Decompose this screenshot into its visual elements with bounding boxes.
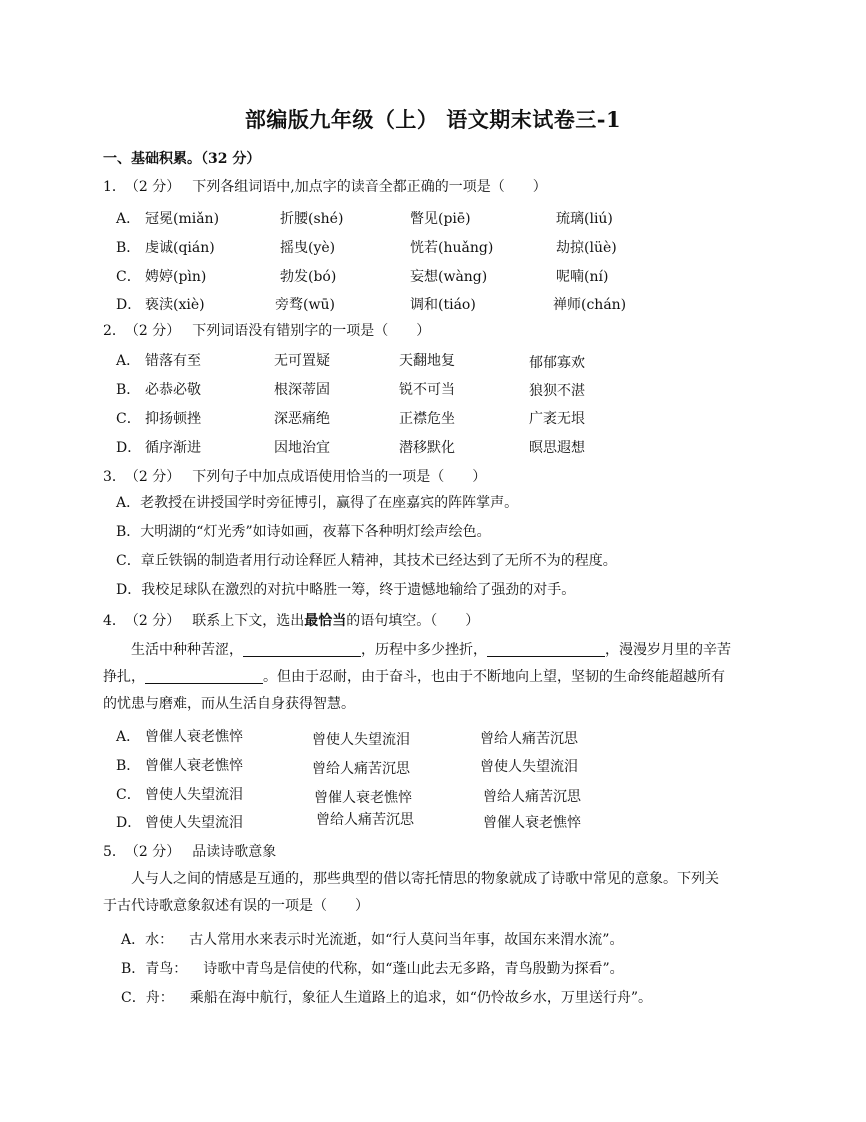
- q5-option-c: [121, 987, 652, 1007]
- q1-option-b-word-3: 恍若(huǎng): [410, 240, 494, 256]
- q2-option-b-word-4: 狼狈不湛: [529, 383, 585, 399]
- q2-option-d-word-4: 暝思遐想: [529, 440, 585, 456]
- question-number: 5．: [103, 844, 126, 860]
- q1-option-d-word-4: 禅师(chán): [553, 297, 627, 313]
- q2-option-c-word-1: 抑扬顿挫: [145, 411, 201, 427]
- q3-option-b: [116, 521, 491, 541]
- answer-blank[interactable]: [145, 669, 263, 684]
- option-text: 章丘铁锅的制造者用行动诠释匠人精神，其技术已经达到了无所不为的程度。: [140, 553, 617, 569]
- q1-option-d-word-2: 旁骛(wū): [275, 297, 335, 313]
- q2-option-a-word-2: 无可置疑: [274, 353, 330, 369]
- q4-option-b-phrase-1: 曾催人衰老憔悴: [145, 758, 243, 774]
- passage-text: ，历程中多少挫折，: [361, 642, 487, 658]
- question-stem: 下列句子中加点成语使用恰当的一项是（ ）: [192, 469, 487, 485]
- passage-line-2: [103, 664, 763, 691]
- option-text: 古人常用水来表示时光流逝，如“行人莫问当年事，故国东来渭水流”。: [189, 932, 624, 948]
- option-text: 乘船在海中航行，象征人生道路上的追求，如“仍怜故乡水，万里送行舟”。: [189, 990, 653, 1006]
- q1-option-b-word-1: 虔诚(qián): [145, 240, 215, 256]
- intro-line-2: 于古代诗歌意象叙述有误的一项是（ ）: [103, 898, 369, 914]
- q4-option-label-b: B．: [116, 758, 141, 774]
- q1-option-d-word-3: 调和(tiáo): [410, 297, 476, 313]
- passage-text: 挣扎，: [103, 669, 145, 685]
- q2-option-c-word-3: 正襟危坐: [399, 411, 455, 427]
- q1-option-a-word-3: 瞥见(piē): [410, 211, 471, 227]
- option-label: A．: [121, 932, 146, 948]
- q4-option-d-phrase-1: 曾使人失望流泪: [145, 815, 243, 831]
- option-label: C．: [121, 990, 146, 1006]
- section-heading: 一、基础积累。（32 分）: [103, 151, 261, 167]
- q1-option-d-word-1: 亵渎(xiè): [145, 297, 205, 313]
- question-number: 2．: [103, 323, 126, 339]
- q2-option-a-word-4: 郁郁寡欢: [529, 355, 585, 371]
- q1-option-c-word-2: 勃发(bó): [280, 269, 337, 285]
- question-4: [103, 610, 479, 630]
- question-number: 3．: [103, 469, 126, 485]
- q4-option-a-phrase-2: 曾使人失望流泪: [312, 732, 410, 748]
- q1-option-a-word-1: 冠冕(miǎn): [145, 211, 220, 227]
- question-1: [103, 176, 547, 196]
- q3-option-d: [116, 579, 575, 599]
- q2-option-b-word-1: 必恭必敬: [145, 382, 201, 398]
- question-stem-emphasis: 最恰当: [304, 613, 347, 629]
- q2-option-label-a: A．: [116, 353, 141, 369]
- q4-option-b-phrase-3: 曾使人失望流泪: [480, 759, 578, 775]
- question-number: 1．: [103, 179, 126, 195]
- q3-option-c: [116, 550, 617, 570]
- q5-option-b: [121, 958, 624, 978]
- question-stem: 的语句填空。（ ）: [346, 613, 480, 629]
- page-title: 部编版九年级（上） 语文期末试卷三-1: [244, 107, 622, 132]
- option-label: D．: [116, 582, 142, 598]
- option-label: B．: [121, 961, 146, 977]
- intro-line-1: 人与人之间的情感是互通的，那些典型的借以寄托情思的物象就成了诗歌中常见的意象。下列关: [131, 871, 719, 887]
- option-text: 大明湖的“灯光秀”如诗如画，夜幕下各种明灯绘声绘色。: [140, 524, 491, 540]
- option-key: 舟：: [145, 990, 174, 1006]
- q4-option-label-c: C．: [116, 787, 141, 803]
- answer-blank[interactable]: [487, 642, 605, 657]
- option-text: 我校足球队在激烈的对抗中略胜一筹，终于遗憾地输给了强劲的对手。: [141, 582, 576, 598]
- question-2: [103, 320, 430, 340]
- q1-option-a-word-2: 折腰(shé): [280, 211, 344, 227]
- question-points: （2 分）: [131, 844, 181, 860]
- passage-text: 。但由于忍耐，由于奋斗，也由于不断地向上望，坚韧的生命终能超越所有: [263, 669, 725, 685]
- q2-option-d-word-2: 因地治宜: [274, 440, 330, 456]
- question-points: （2 分）: [131, 613, 181, 629]
- q4-option-c-phrase-1: 曾使人失望流泪: [145, 787, 243, 803]
- option-text: 老教授在讲授国学时旁征博引，赢得了在座嘉宾的阵阵掌声。: [140, 495, 519, 511]
- q2-option-b-word-2: 根深蒂固: [274, 382, 330, 398]
- q1-option-a-word-4: 琉璃(liú): [556, 211, 613, 227]
- q4-option-d-phrase-2: 曾给人痛苦沉思: [316, 812, 414, 828]
- q4-option-label-a: A．: [116, 729, 141, 745]
- question-points: （2 分）: [131, 179, 181, 195]
- q2-option-b-word-3: 锐不可当: [399, 382, 455, 398]
- q2-option-c-word-2: 深恶痛绝: [274, 411, 330, 427]
- q3-option-a: [116, 492, 518, 512]
- q1-option-b-word-2: 摇曳(yè): [280, 240, 336, 256]
- q4-option-a-phrase-3: 曾给人痛苦沉思: [480, 731, 578, 747]
- q1-option-b-word-4: 劫掠(lüè): [556, 240, 617, 256]
- question-5: [103, 841, 276, 861]
- q1-option-label-a: A．: [116, 211, 141, 227]
- q5-intro: [103, 866, 783, 920]
- q4-option-b-phrase-2: 曾给人痛苦沉思: [312, 761, 410, 777]
- question-3: [103, 466, 486, 486]
- q1-option-label-b: B．: [116, 240, 141, 256]
- passage-line-1: [103, 637, 763, 664]
- q1-option-label-c: C．: [116, 269, 141, 285]
- q2-option-label-d: D．: [116, 440, 142, 456]
- option-text: 诗歌中青鸟是信使的代称，如“蓬山此去无多路，青鸟殷勤为探看”。: [203, 961, 624, 977]
- q4-option-a-phrase-1: 曾催人衰老憔悴: [145, 729, 243, 745]
- question-stem: 下列各组词语中,加点字的读音全都正确的一项是（ ）: [192, 179, 547, 195]
- option-key: 水：: [145, 932, 174, 948]
- question-stem: 联系上下文，选出: [192, 613, 305, 629]
- question-points: （2 分）: [131, 469, 181, 485]
- option-label: C．: [116, 553, 141, 569]
- q1-option-c-word-3: 妄想(wàng): [410, 269, 488, 285]
- q4-option-d-phrase-3: 曾催人衰老憔悴: [483, 815, 581, 831]
- q4-passage: [103, 637, 763, 718]
- passage-line-3: 的忧患与磨难，而从生活自身获得智慧。: [103, 696, 355, 712]
- option-label: B．: [116, 524, 141, 540]
- q2-option-d-word-1: 循序渐进: [145, 440, 201, 456]
- q2-option-c-word-4: 广袤无垠: [529, 411, 585, 427]
- q2-option-d-word-3: 潜移默化: [399, 440, 455, 456]
- q1-option-label-d: D．: [116, 297, 142, 313]
- question-number: 4．: [103, 613, 126, 629]
- q5-option-a: [121, 929, 623, 949]
- question-stem: 品读诗歌意象: [192, 844, 277, 860]
- q2-option-a-word-1: 错落有至: [145, 353, 201, 369]
- answer-blank[interactable]: [243, 642, 361, 657]
- option-key: 青鸟：: [145, 961, 188, 977]
- passage-text: ，漫漫岁月里的辛苦: [605, 642, 731, 658]
- q2-option-label-b: B．: [116, 382, 141, 398]
- question-stem: 下列词语没有错别字的一项是（ ）: [192, 323, 431, 339]
- q4-option-c-phrase-3: 曾给人痛苦沉思: [483, 789, 581, 805]
- question-points: （2 分）: [131, 323, 181, 339]
- q2-option-a-word-3: 天翻地复: [399, 353, 455, 369]
- q2-option-label-c: C．: [116, 411, 141, 427]
- q1-option-c-word-4: 呢喃(ní): [556, 269, 609, 285]
- passage-text: 生活中种种苦涩，: [131, 642, 243, 658]
- q4-option-c-phrase-2: 曾催人衰老憔悴: [314, 790, 412, 806]
- q4-option-label-d: D．: [116, 815, 142, 831]
- option-label: A．: [116, 495, 141, 511]
- q1-option-c-word-1: 娉婷(pìn): [145, 269, 207, 285]
